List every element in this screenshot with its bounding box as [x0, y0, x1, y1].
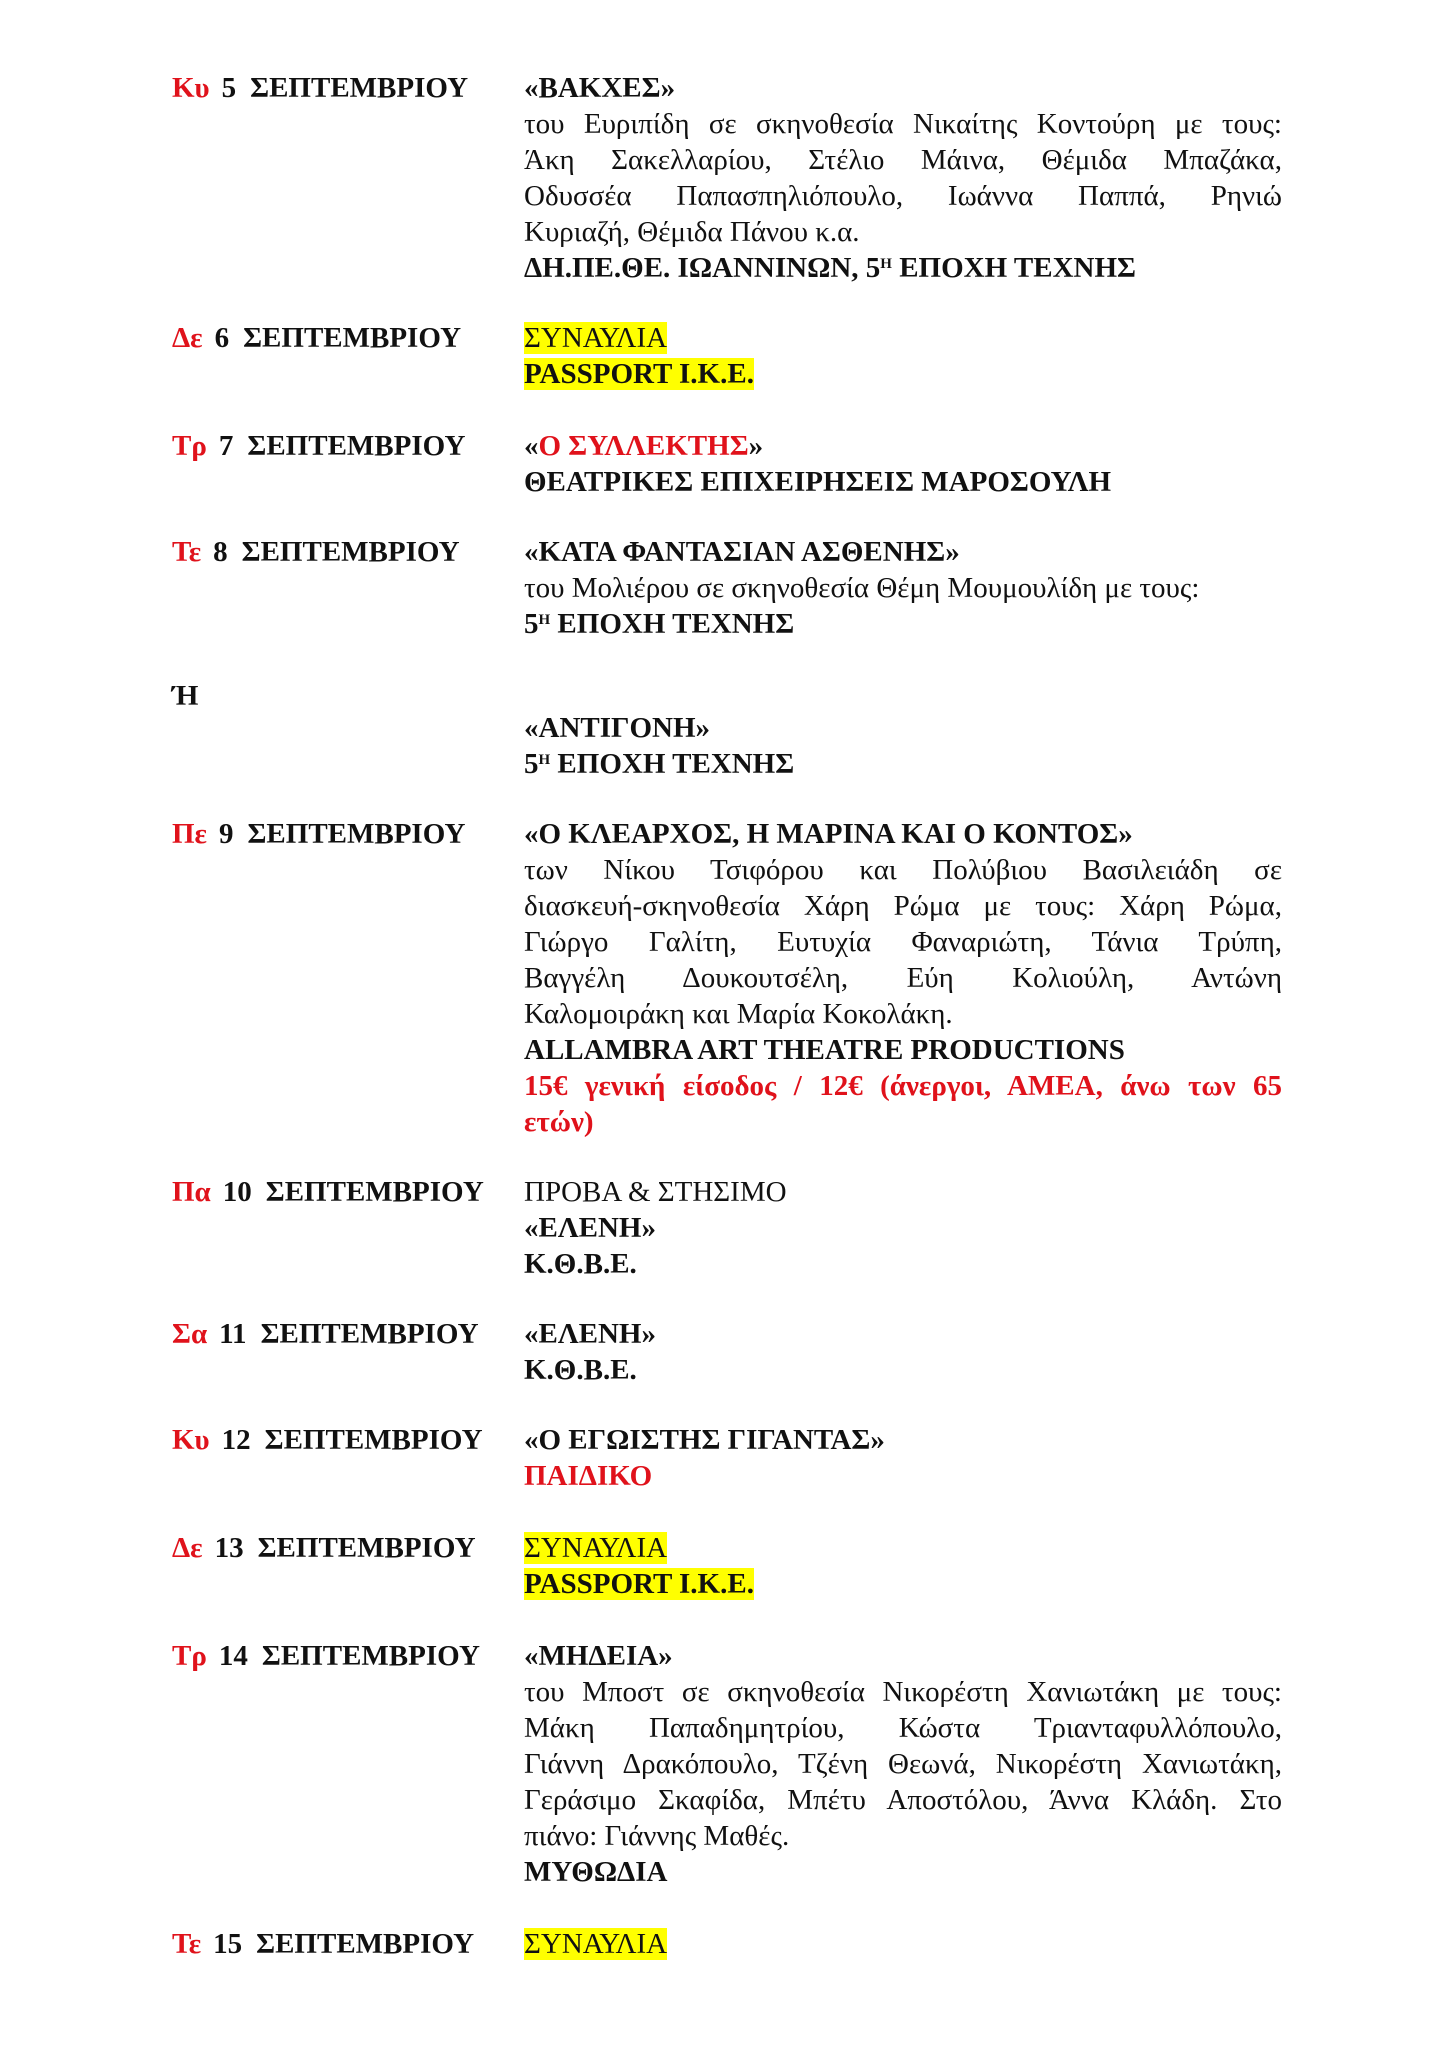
producer: ΘΕΑΤΡΙΚΕΣ ΕΠΙΧΕΙΡΗΣΕΙΣ ΜΑΡΟΣΟΥΛΗ [524, 466, 1112, 498]
description-line: Καλομοιράκη και Μαρία Κοκολάκη. [524, 998, 953, 1030]
day-number: 9 [218, 818, 234, 850]
entry-date [172, 1530, 476, 1566]
description-line: Βαγγέλη Δουκουτσέλη, Εύη Κολιούλη, Αντώνη [524, 962, 1282, 994]
description-line: Άκη Σακελλαρίου, Στέλιο Μάινα, Θέμιδα Μπαζάκα, [524, 144, 1282, 176]
description-line: Κυριαζή, Θέμιδα Πάνου κ.α. [524, 216, 860, 248]
entry-content [524, 1926, 1282, 1962]
day-number: 10 [222, 1176, 252, 1208]
entry-content [524, 1316, 1282, 1388]
description-line: του Ευριπίδη σε σκηνοθεσία Νικαίτης Κοντούρη με τους: [524, 108, 1282, 140]
day-abbr: Τρ [172, 430, 207, 462]
day-abbr: Δε [172, 322, 203, 354]
entry-date [172, 1926, 474, 1962]
entry-content [524, 70, 1282, 286]
day-number: 7 [218, 430, 234, 462]
entry-date [172, 1316, 479, 1352]
entry-date [172, 428, 465, 464]
day-abbr: Κυ [172, 72, 210, 104]
description-line: Γιώργο Γαλίτη, Ευτυχία Φαναριώτη, Τάνια Τρύπη, [524, 926, 1282, 958]
description-line: διασκευή-σκηνοθεσία Χάρη Ρώμα με τους: Χάρη Ρώμα, [524, 890, 1282, 922]
entry-date [172, 534, 460, 570]
day-abbr: Δε [172, 1532, 203, 1564]
play-title: «ΑΝΤΙΓΟΝΗ» [524, 712, 711, 744]
producer: PASSPORT Ι.Κ.Ε. [524, 1568, 754, 1600]
entry-content [524, 1174, 1282, 1282]
day-number: 6 [214, 322, 230, 354]
month-name: ΣΕΠΤΕΜΒΡΙΟΥ [250, 72, 469, 104]
entry-content [524, 534, 1282, 642]
day-abbr: Κυ [172, 1424, 210, 1456]
description-line: του Μολιέρου σε σκηνοθεσία Θέμη Μουμουλίδη με τους: [524, 572, 1200, 604]
day-number: 11 [219, 1318, 247, 1350]
category-tag: ΠΑΙΔΙΚΟ [524, 1460, 653, 1492]
description-line: Γιάννη Δρακόπουλο, Τζένη Θεωνά, Νικορέστη Χανιωτάκη, [524, 1748, 1282, 1780]
entry-date [172, 1638, 480, 1674]
description-line: του Μποστ σε σκηνοθεσία Νικορέστη Χανιωτάκη με τους: [524, 1676, 1282, 1708]
entry-content [524, 320, 1282, 392]
month-name: ΣΕΠΤΕΜΒΡΙΟΥ [256, 1928, 475, 1960]
description-line: Μάκη Παπαδημητρίου, Κώστα Τριανταφυλλόπουλο, [524, 1712, 1282, 1744]
entry-content [524, 1422, 1282, 1494]
day-abbr: Τε [172, 1928, 202, 1960]
producer: $5^H$ ΕΠΟΧΗ ΤΕΧΝΗΣ [524, 748, 795, 780]
play-title: «ΕΛΕΝΗ» [524, 1212, 656, 1244]
play-title: «ΚΑΤΑ ΦΑΝΤΑΣΙΑΝ ΑΣΘΕΝΗΣ» [524, 536, 960, 568]
description-line: των Νίκου Τσιφόρου και Πολύβιου Βασιλειάδη σε [524, 854, 1282, 886]
description-line: πιάνο: Γιάννης Μαθές. [524, 1820, 790, 1852]
entry-date [172, 816, 465, 852]
description-line: Οδυσσέα Παπασπηλιόπουλο, Ιωάννα Παππά, Ρηνιώ [524, 180, 1282, 212]
producer: $5^H$ ΕΠΟΧΗ ΤΕΧΝΗΣ [524, 608, 795, 640]
concert-label: ΣΥΝΑΥΛΙΑ [524, 1532, 668, 1564]
day-abbr: Τε [172, 536, 202, 568]
month-name: ΣΕΠΤΕΜΒΡΙΟΥ [241, 536, 460, 568]
entry-content [524, 816, 1282, 1140]
entry-date [172, 320, 461, 356]
play-title: «ΒΑΚΧΕΣ» [524, 72, 676, 104]
description-line: Γεράσιμο Σκαφίδα, Μπέτυ Αποστόλου, Άννα Κλάδη. Στο [524, 1784, 1282, 1816]
day-abbr: Τρ [172, 1640, 207, 1672]
or-label: Ή [172, 680, 199, 712]
producer: PASSPORT Ι.Κ.Ε. [524, 358, 754, 390]
day-number: 14 [218, 1640, 248, 1672]
month-name: ΣΕΠΤΕΜΒΡΙΟΥ [260, 1318, 479, 1350]
producer: Κ.Θ.Β.Ε. [524, 1354, 637, 1386]
month-name: ΣΕΠΤΕΜΒΡΙΟΥ [243, 322, 462, 354]
month-name: ΣΕΠΤΕΜΒΡΙΟΥ [247, 818, 466, 850]
producer: ΔΗ.ΠΕ.ΘΕ. ΙΩΑΝΝΙΝΩΝ, $5^H$ ΕΠΟΧΗ ΤΕΧΝΗΣ [524, 252, 1136, 284]
entry-date [172, 70, 468, 106]
play-title: «Ο ΕΓΩΙΣΤΗΣ ΓΙΓΑΝΤΑΣ» [524, 1424, 885, 1456]
concert-label: ΣΥΝΑΥΛΙΑ [524, 1928, 668, 1960]
day-abbr: Πα [172, 1176, 211, 1208]
month-name: ΣΕΠΤΕΜΒΡΙΟΥ [257, 1532, 476, 1564]
producer: ALLAMBRA ART THEATRE PRODUCTIONS [524, 1034, 1125, 1066]
producer: ΜΥΘΩΔΙΑ [524, 1856, 668, 1888]
month-name: ΣΕΠΤΕΜΒΡΙΟΥ [265, 1176, 484, 1208]
concert-label: ΣΥΝΑΥΛΙΑ [524, 322, 668, 354]
month-name: ΣΕΠΤΕΜΒΡΙΟΥ [247, 430, 466, 462]
play-title: «Ο ΚΛΕΑΡΧΟΣ, Η ΜΑΡΙΝΑ ΚΑΙ Ο ΚΟΝΤΟΣ» [524, 818, 1133, 850]
play-title: «Ο ΣΥΛΛΕΚΤΗΣ» [524, 430, 764, 462]
play-title: «ΜΗΔΕΙΑ» [524, 1640, 673, 1672]
day-number: 15 [213, 1928, 243, 1960]
entry-date [172, 1422, 483, 1458]
rehearsal-note: ΠΡΟΒΑ & ΣΤΗΣΙΜΟ [524, 1176, 787, 1208]
month-name: ΣΕΠΤΕΜΒΡΙΟΥ [261, 1640, 480, 1672]
day-number: 13 [214, 1532, 244, 1564]
day-number: 8 [213, 536, 228, 568]
producer: Κ.Θ.Β.Ε. [524, 1248, 637, 1280]
entry-content [524, 1638, 1282, 1890]
play-title: «ΕΛΕΝΗ» [524, 1318, 656, 1350]
entry-content [524, 1530, 1282, 1602]
month-name: ΣΕΠΤΕΜΒΡΙΟΥ [264, 1424, 483, 1456]
day-abbr: Σα [172, 1318, 208, 1350]
price-info: ετών) [524, 1106, 594, 1138]
entry-content [524, 428, 1282, 500]
entry-date [172, 1174, 484, 1210]
day-number: 12 [221, 1424, 251, 1456]
day-abbr: Πε [172, 818, 207, 850]
price-info: 15€ γενική είσοδος / 12€ (άνεργοι, ΑΜΕΑ, άνω των 65 [524, 1070, 1282, 1102]
entry-content [524, 710, 1282, 782]
day-number: 5 [221, 72, 237, 104]
